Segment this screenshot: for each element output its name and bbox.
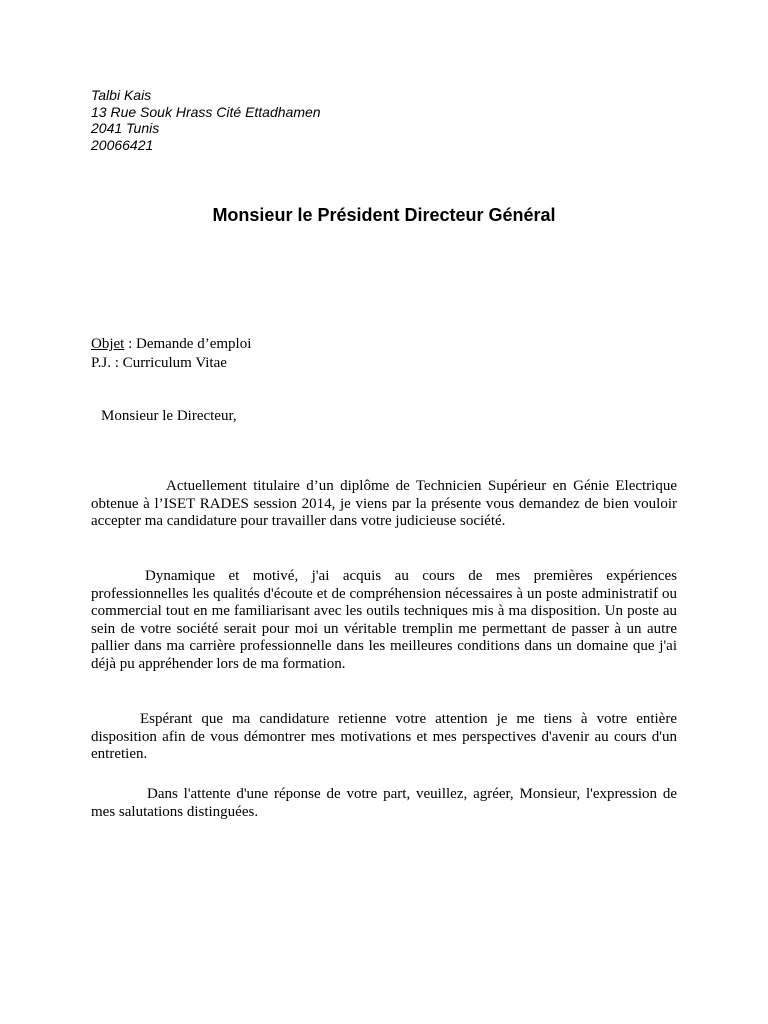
recipient-heading: Monsieur le Président Directeur Général [212,205,556,225]
subject-line [91,335,251,354]
sender-city: 2041 Tunis [91,120,160,136]
subject-label: Objet [91,336,125,352]
letter-meta [91,335,251,372]
sender-block [91,87,321,153]
attachment-line: P.J. : Curriculum Vitae [91,354,227,371]
sender-phone: 20066421 [91,136,154,153]
paragraph-3: Espérant que ma candidature retienne votre attention je me tiens à votre entière disposition afin de vous démontrer mes motivations et mes perspectives d'avenir au cours d'un entretien. [91,711,677,763]
salutation: Monsieur le Directeur, [101,408,237,424]
subject-text: : Demande d’emploi [124,336,252,352]
paragraph-4: Dans l'attente d'une réponse de votre part, veuillez, agréer, Monsieur, l'expression de mes salutations distinguées. [91,786,677,820]
paragraph-1: Actuellement titulaire d’un diplôme de Technicien Supérieur en Génie Electrique obtenue à l’ISET RADES session 2014, je viens par la présente vous demandez de bien vouloir accepter ma candidature pour travailler dans votre judicieuse société. [91,478,677,530]
sender-name: Talbi Kais [91,87,152,103]
sender-address: 13 Rue Souk Hrass Cité Ettadhamen [91,103,321,120]
paragraph-2: Dynamique et motivé, j'ai acquis au cours de mes premières expériences professionnelles les qualités d'écoute et de compréhension nécessaires à un poste administratif ou commercial tout en me familiarisant avec les outils techniques mis à ma disposition. Un poste au sein de votre société serait pour moi un véritable tremplin me permettant de passer à un autre pallier dans ma carrière professionnelle dans les meilleures conditions dans un domaine que j'ai déjà pu appréhender lors de ma formation. [91,568,677,672]
